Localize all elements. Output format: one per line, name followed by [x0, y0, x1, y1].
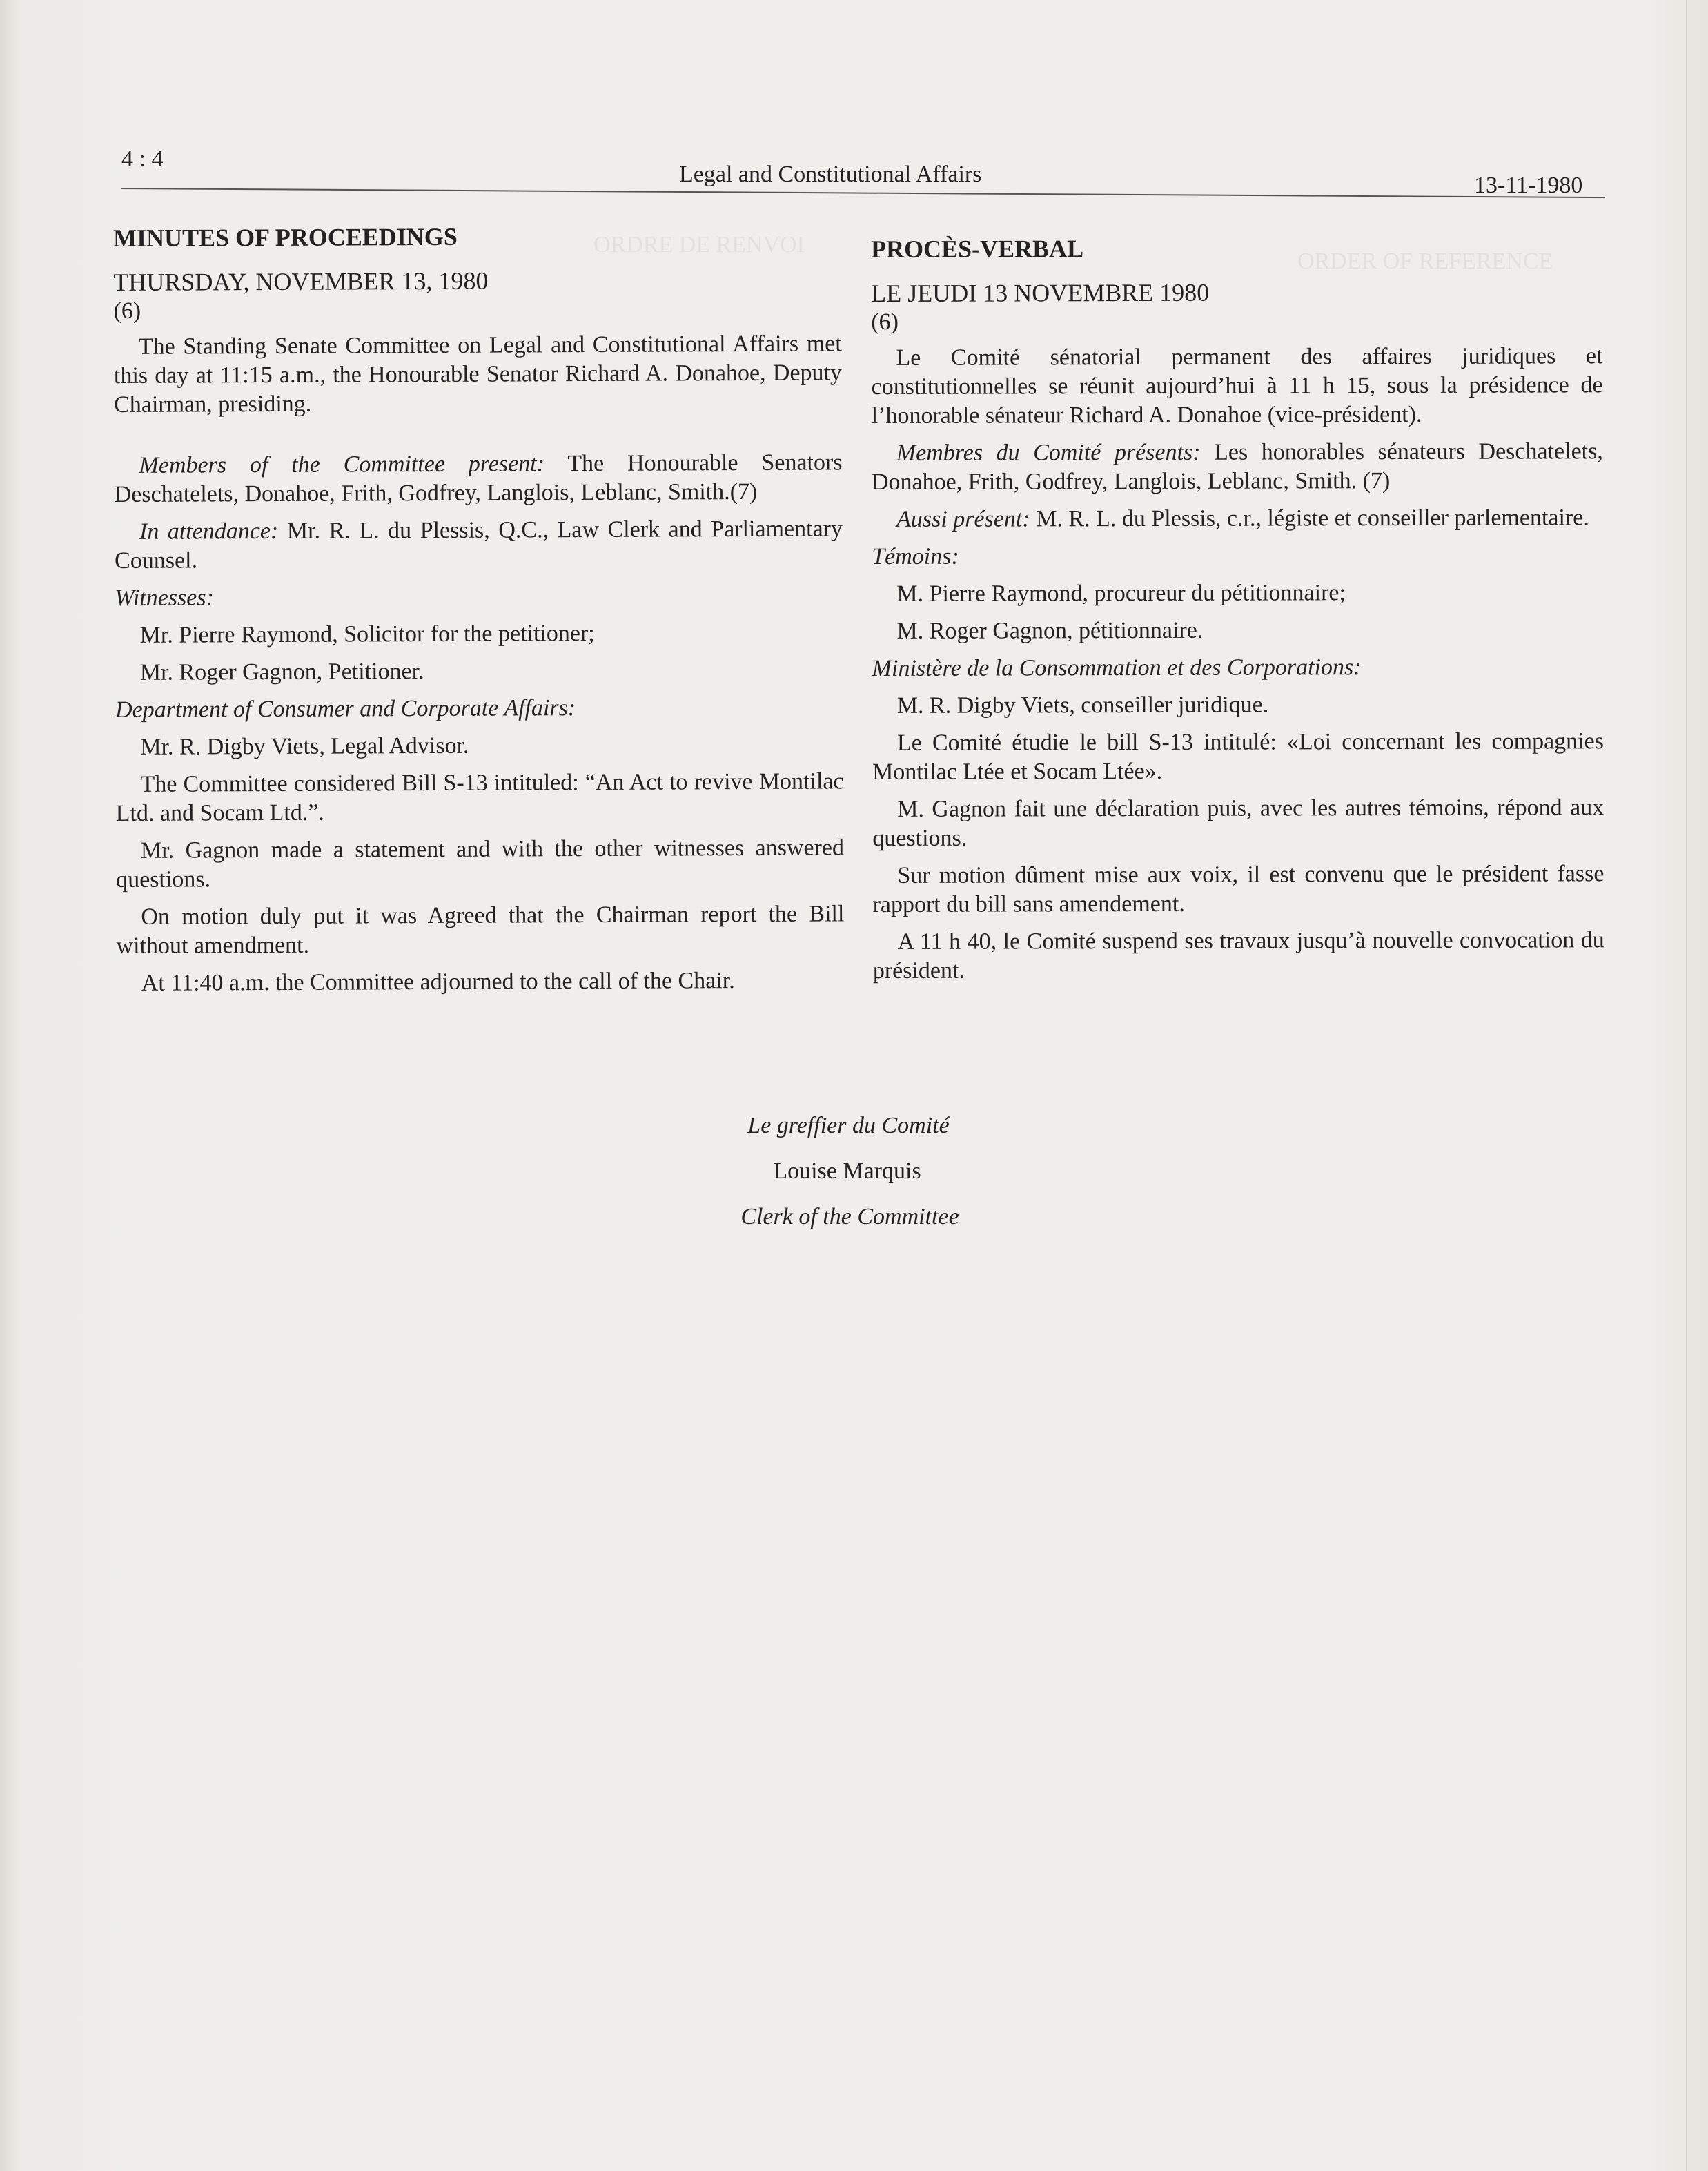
show-through: ORDER OF REFERENCE — [1297, 249, 1553, 274]
bill-paragraph: Le Comité étudie le bill S-13 intitulé: «Loi concernant les compagnies Montilac Ltée et Socam Ltée». — [872, 728, 1604, 785]
page-number: 4 : 4 — [121, 146, 164, 172]
witness-item: Mr. Pierre Raymond, Solicitor for the petitioner; — [139, 620, 595, 648]
meeting-date: LE JEUDI 13 NOVEMBRE 1980 — [871, 278, 1210, 307]
meeting-date: THURSDAY, NOVEMBER 13, 1980 — [113, 266, 489, 296]
in-attendance — [872, 503, 1603, 534]
members-present — [114, 448, 842, 509]
motion-paragraph: On motion duly put it was Agreed that the Chairman report the Bill without amendment. — [116, 901, 845, 959]
page-edge — [1686, 0, 1687, 2171]
running-title: Legal and Constitutional Affairs — [679, 162, 982, 187]
show-through: ORDRE DE RENVOI — [593, 232, 805, 257]
members-text: The Honourable Senators Deschatelets, Donahoe, Frith, Godfrey, Langlois, Leblanc, Smith.(7) — [114, 449, 843, 507]
clerk-name: Louise Marquis — [773, 1158, 921, 1184]
members-label: Membres du Comité présents: — [896, 439, 1201, 466]
issue-number: (6) — [871, 309, 899, 335]
statement-paragraph: M. Gagnon fait une déclaration puis, avec les autres témoins, répond aux questions. — [872, 795, 1604, 851]
department-person: Mr. R. Digby Viets, Legal Advisor. — [140, 732, 469, 760]
header-date: 13-11-1980 — [1474, 173, 1583, 198]
adjourn-paragraph: A 11 h 40, le Comité suspend ses travaux jusqu’à nouvelle convocation du président. — [872, 927, 1604, 984]
motion-paragraph: Sur motion dûment mise aux voix, il est convenu que le président fasse rapport du bill sans amendement. — [872, 861, 1604, 917]
section-heading: MINUTES OF PROCEEDINGS — [113, 222, 458, 252]
statement-paragraph: Mr. Gagnon made a statement and with the other witnesses answered questions. — [116, 835, 845, 893]
witnesses-label: Witnesses: — [115, 585, 214, 611]
members-label: Members of the Committee present: — [139, 451, 545, 478]
witness-item: M. Roger Gagnon, pétitionnaire. — [896, 617, 1204, 644]
witness-item: M. Pierre Raymond, procureur du pétitionnaire; — [896, 580, 1346, 607]
in-attendance — [115, 514, 843, 576]
attendance-text: M. R. L. du Plessis, c.r., légiste et conseiller parlementaire. — [1030, 505, 1589, 532]
opening-paragraph: The Standing Senate Committee on Legal and Constitutional Affairs met this day at 11:15 a.m., the Honourable Senator Richard A. Donahoe, Deputy Chairman, presiding. — [113, 331, 843, 418]
members-text: Les honorables sénateurs Deschatelets, Donahoe, Frith, Godfrey, Langlois, Leblanc, Smith. (7) — [871, 438, 1603, 495]
adjourn-paragraph: At 11:40 a.m. the Committee adjourned to the call of the Chair. — [141, 968, 735, 996]
department-label: Ministère de la Consommation et des Corporations: — [872, 654, 1362, 681]
attendance-label: Aussi présent: — [896, 506, 1030, 532]
department-person: M. R. Digby Viets, conseiller juridique. — [896, 692, 1269, 719]
opening-paragraph: Le Comité sénatorial permanent des affaires juridiques et constitutionnelles se réunit aujourd’hui à 11 h 15, sous la présidence de l’honorable sénateur Richard A. Donahoe (vice-président). — [871, 343, 1603, 429]
clerk-title-fr: Le greffier du Comité — [747, 1113, 950, 1138]
french-column — [871, 233, 1604, 994]
section-heading: PROCÈS-VERBAL — [871, 235, 1084, 263]
clerk-title-en: Clerk of the Committee — [740, 1204, 959, 1229]
members-present — [872, 437, 1603, 497]
issue-number: (6) — [113, 298, 141, 324]
attendance-label: In attendance: — [139, 518, 279, 545]
attendance-text: Mr. R. L. du Plessis, Q.C., Law Clerk and Parliamentary Counsel. — [115, 516, 843, 574]
bill-paragraph: The Committee considered Bill S-13 intituled: “An Act to revive Montilac Ltd. and Socam Ltd.”. — [115, 768, 844, 826]
witnesses-label: Témoins: — [872, 543, 959, 569]
witness-item: Mr. Roger Gagnon, Petitioner. — [139, 659, 424, 685]
department-label: Department of Consumer and Corporate Affairs: — [115, 695, 576, 723]
english-column — [113, 220, 845, 1006]
header-rule — [121, 188, 1605, 198]
